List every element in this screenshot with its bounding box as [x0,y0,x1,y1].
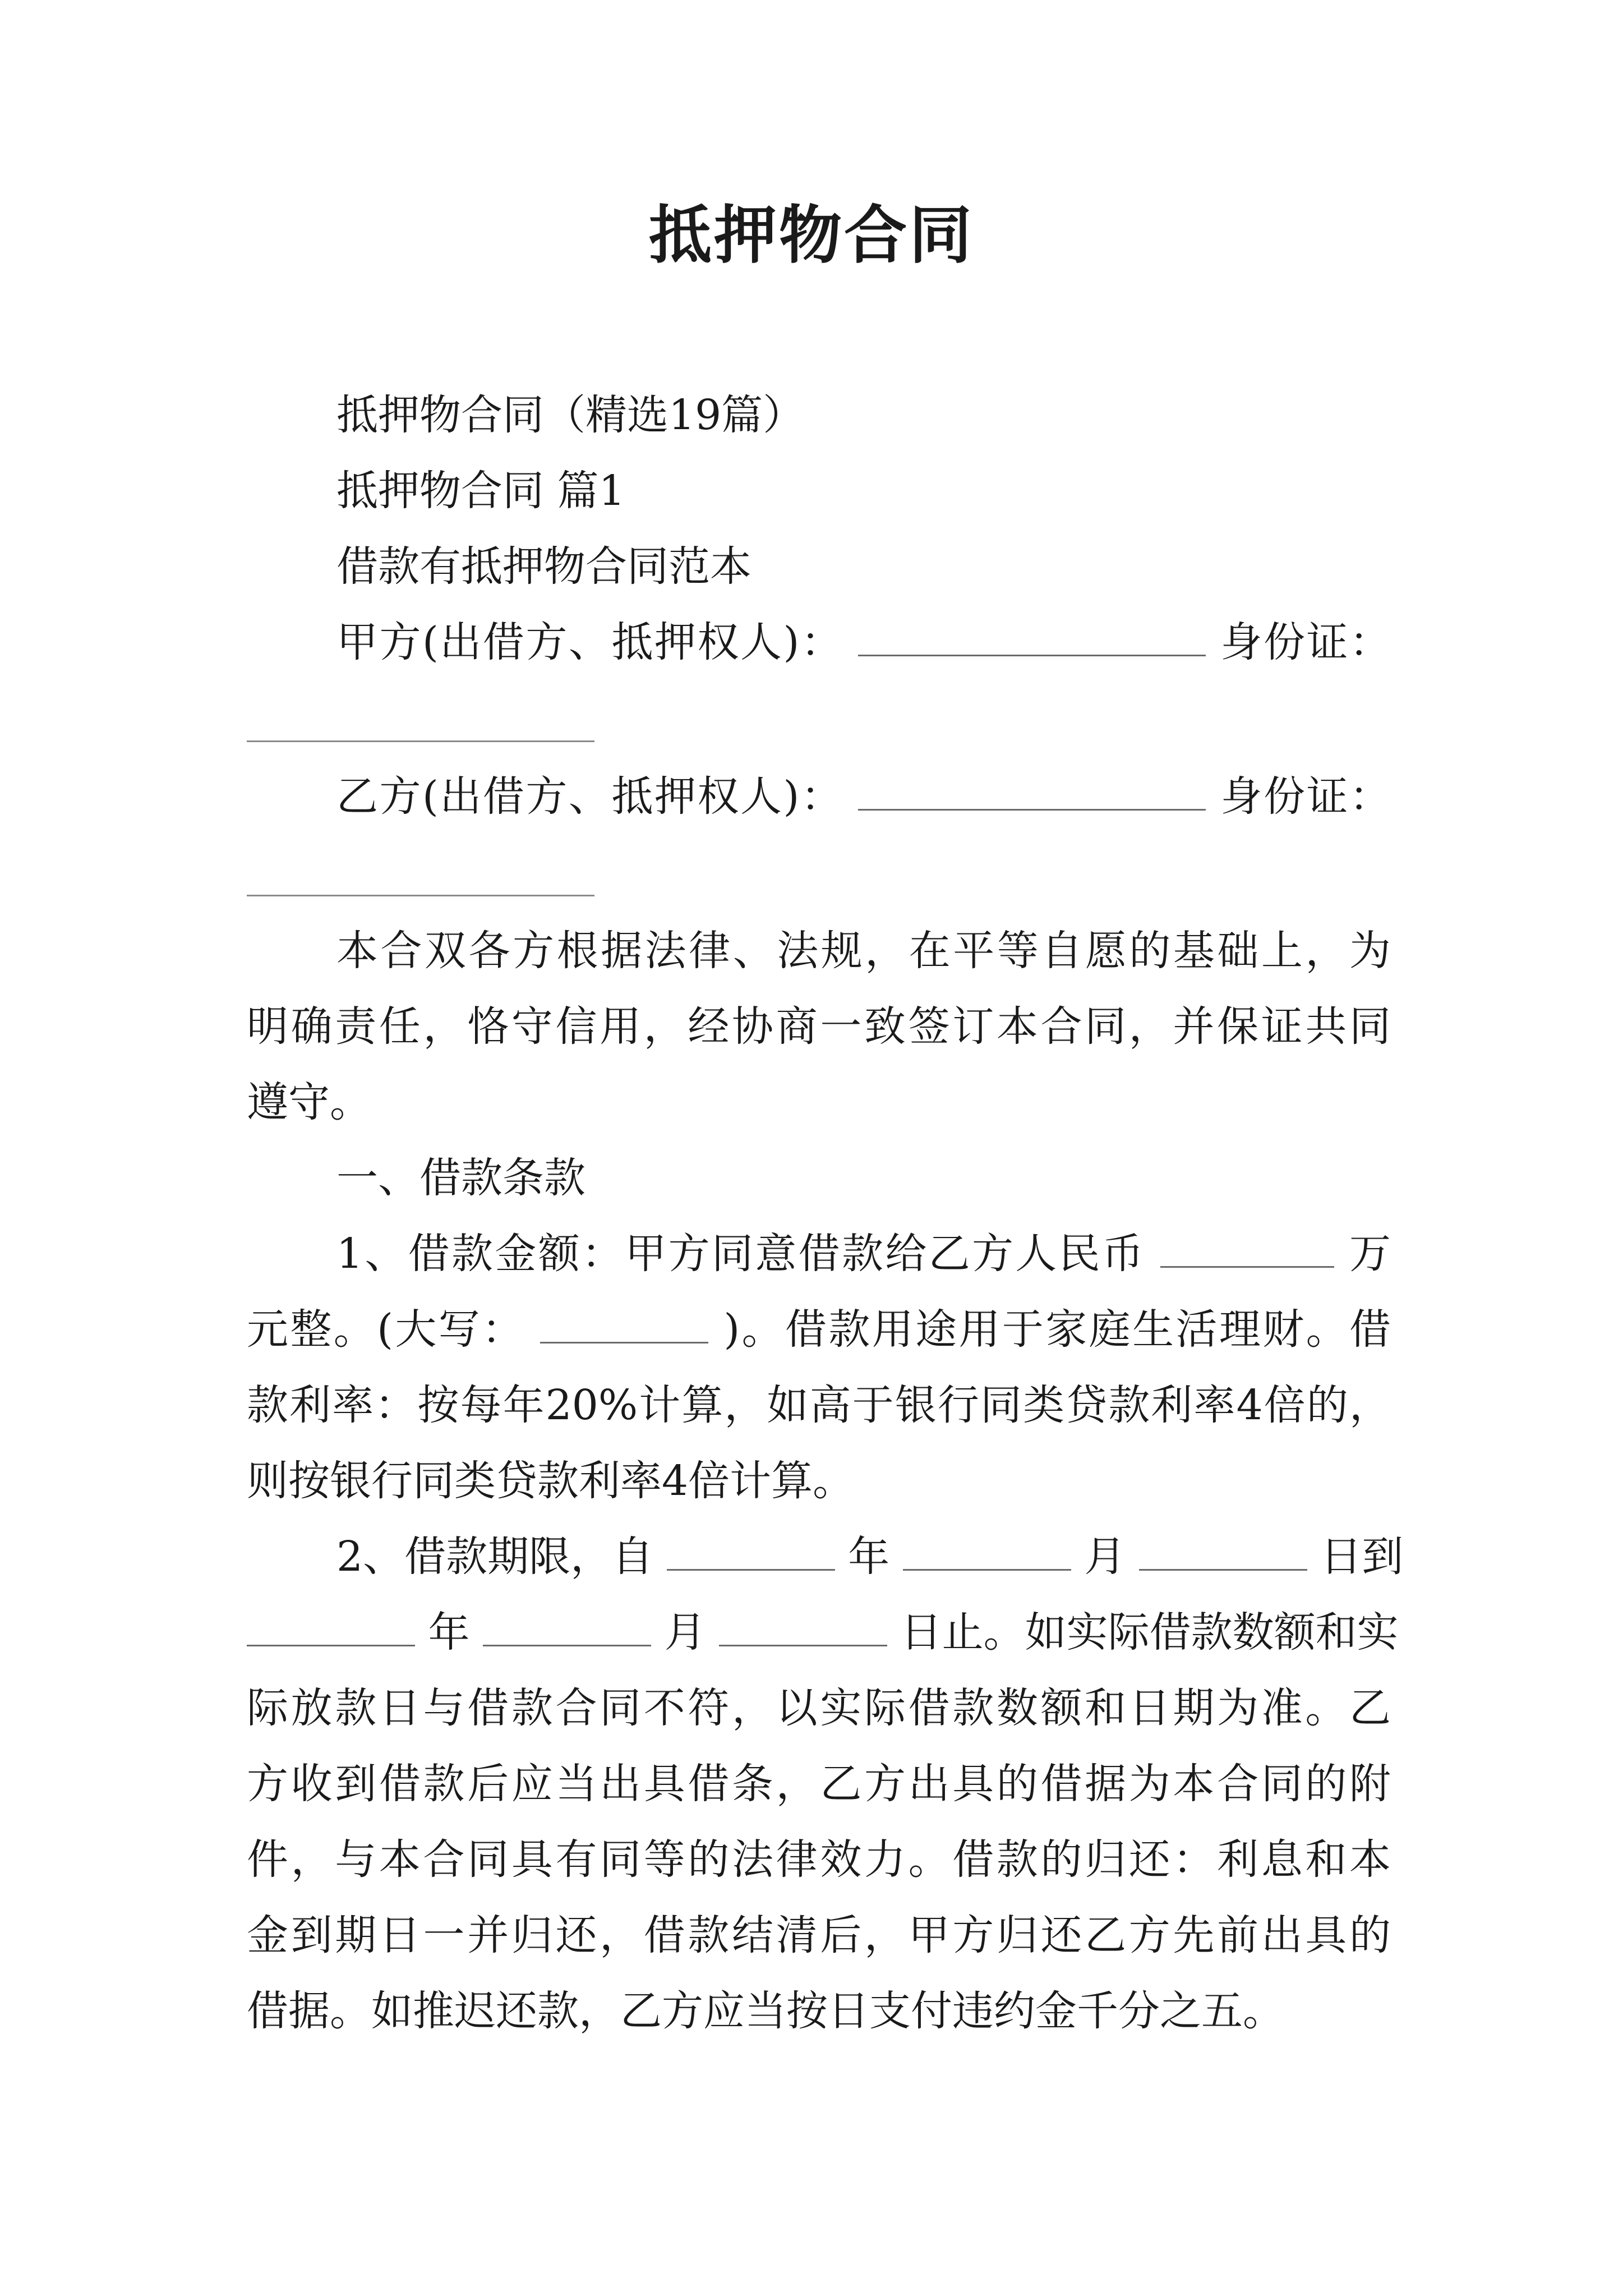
subtitle: 抵押物合同（精选19篇） [336,391,805,439]
preamble-line-3: 遵守。 [247,1078,371,1126]
clause-1-line-4: 则按银行同类贷款利率4倍计算。 [247,1457,855,1505]
party-a-name-field[interactable] [858,615,1206,656]
party-b-line [336,769,1391,825]
section-1-heading: 一、借款条款 [336,1154,585,1202]
start-month-field[interactable] [903,1530,1071,1571]
clause-2-line-7: 借据。如推迟还款，乙方应当按日支付违约金千分之五。 [247,1987,1284,2035]
clause-2-month-1: 月 [1084,1533,1126,1581]
clause-1-purpose: )。借款用途用于家庭生活理财。借 [723,1305,1391,1354]
preamble-line-1: 本合双各方根据法律、法规，在平等自愿的基础上，为 [336,927,1391,975]
clause-1-unit: 万 [1349,1230,1391,1278]
start-day-field[interactable] [1139,1530,1307,1571]
party-a-id-field[interactable] [247,740,594,742]
clause-2-line-3: 际放款日与借款合同不符，以实际借款数额和日期为准。乙 [247,1684,1391,1732]
clause-2-line-2 [247,1604,1399,1660]
party-b-id-label: 身份证： [1220,772,1391,821]
party-a-line [336,614,1391,670]
party-a-label: 甲方(出借方、抵押权人)： [336,618,844,666]
clause-1-amount-label: 1、借款金额：甲方同意借款给乙方人民币 [336,1230,1146,1278]
party-b-label: 乙方(出借方、抵押权人)： [336,772,844,821]
clause-2-line-5: 件，与本合同具有同等的法律效力。借款的归还：利息和本 [247,1835,1391,1884]
party-b-id-field[interactable] [247,895,594,896]
end-month-field[interactable] [483,1605,651,1646]
end-year-field[interactable] [247,1605,415,1646]
clause-2-year-2: 年 [428,1608,470,1657]
contract-name: 借款有抵押物合同范本 [336,542,751,591]
end-day-field[interactable] [719,1605,887,1646]
loan-amount-uppercase-field[interactable] [540,1303,708,1343]
start-year-field[interactable] [667,1530,835,1571]
document-title: 抵押物合同 [649,199,974,272]
loan-amount-field[interactable] [1160,1227,1334,1268]
clause-1-line-3: 款利率：按每年20%计算，如高于银行同类贷款利率4倍的， [247,1381,1391,1429]
clause-2-line-1 [336,1529,1404,1585]
party-a-id-label: 身份证： [1220,618,1391,666]
clause-1-line-2 [247,1301,1391,1358]
clause-2-line-6: 金到期日一并归还，借款结清后，甲方归还乙方先前出具的 [247,1911,1391,1959]
clause-1-line-1 [336,1226,1391,1282]
clause-1-uppercase-label: 元整。(大写： [247,1305,525,1354]
clause-2-day-end: 日止。如实际借款数额和实 [900,1608,1399,1657]
clause-2-month-2: 月 [664,1608,706,1657]
preamble-line-2: 明确责任，恪守信用，经协商一致签订本合同，并保证共同 [247,1002,1391,1051]
clause-2-day-to: 日到 [1320,1533,1404,1581]
clause-2-year-1: 年 [848,1533,890,1581]
clause-2-line-4: 方收到借款后应当出具借条，乙方出具的借据为本合同的附 [247,1760,1391,1808]
party-b-name-field[interactable] [858,770,1206,811]
clause-2-term-label: 2、借款期限，自 [336,1533,654,1581]
chapter-heading: 抵押物合同 篇1 [336,467,625,515]
